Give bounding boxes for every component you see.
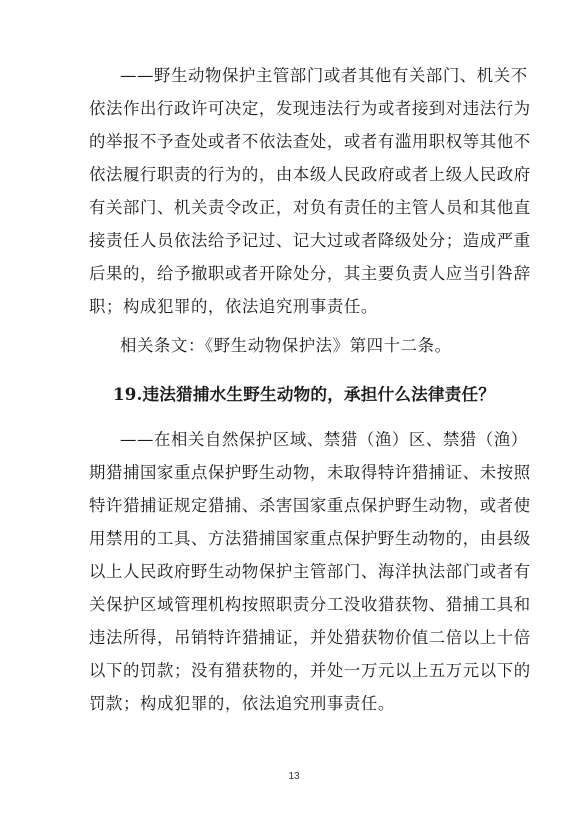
paragraph-2-line: 以上人民政府野生动物保护主管部门、海洋执法部门或者有 [89, 562, 531, 581]
page-number: 13 [288, 771, 300, 782]
related-article-note: 相关条文：《野生动物保护法》第四十二条。 [120, 336, 452, 355]
paragraph-2-line: ——在相关自然保护区域、禁猎（渔）区、禁猎（渔） [120, 430, 528, 449]
paragraph-1-line: 后果的，给予撤职或者开除处分，其主要负责人应当引咎辞 [89, 264, 531, 283]
paragraph-1-line: 依法履行职责的行为的，由本级人民政府或者上级人民政府 [89, 165, 531, 184]
paragraph-1-line: 依法作出行政许可决定，发现违法行为或者接到对违法行为 [89, 99, 531, 118]
paragraph-2-line: 罚款；构成犯罪的，依法追究刑事责任。 [89, 694, 395, 713]
paragraph-2-line: 特许猎捕证规定猎捕、杀害国家重点保护野生动物，或者使 [89, 496, 531, 515]
paragraph-2-line: 以下的罚款；没有猎获物的，并处一万元以上五万元以下的 [89, 661, 531, 680]
paragraph-2-line: 期猎捕国家重点保护野生动物，未取得特许猎捕证、未按照 [89, 463, 531, 482]
question-heading: 19.违法猎捕水生野生动物的，承担什么法律责任？ [113, 384, 496, 404]
paragraph-1-line: 的举报不予查处或者不依法查处，或者有滥用职权等其他不 [89, 132, 531, 151]
paragraph-1-line: 有关部门、机关责令改正，对负有责任的主管人员和其他直 [89, 198, 531, 217]
paragraph-1-line: ——野生动物保护主管部门或者其他有关部门、机关不 [120, 66, 528, 85]
paragraph-1-line: 接责任人员依法给予记过、记大过或者降级处分；造成严重 [89, 231, 531, 250]
paragraph-2-line: 用禁用的工具、方法猎捕国家重点保护野生动物的，由县级 [89, 529, 531, 548]
paragraph-1-line: 职；构成犯罪的，依法追究刑事责任。 [89, 297, 378, 316]
paragraph-2-line: 关保护区域管理机构按照职责分工没收猎获物、猎捕工具和 [89, 595, 531, 614]
paragraph-2-line: 违法所得，吊销特许猎捕证，并处猎获物价值二倍以上十倍 [89, 628, 531, 647]
